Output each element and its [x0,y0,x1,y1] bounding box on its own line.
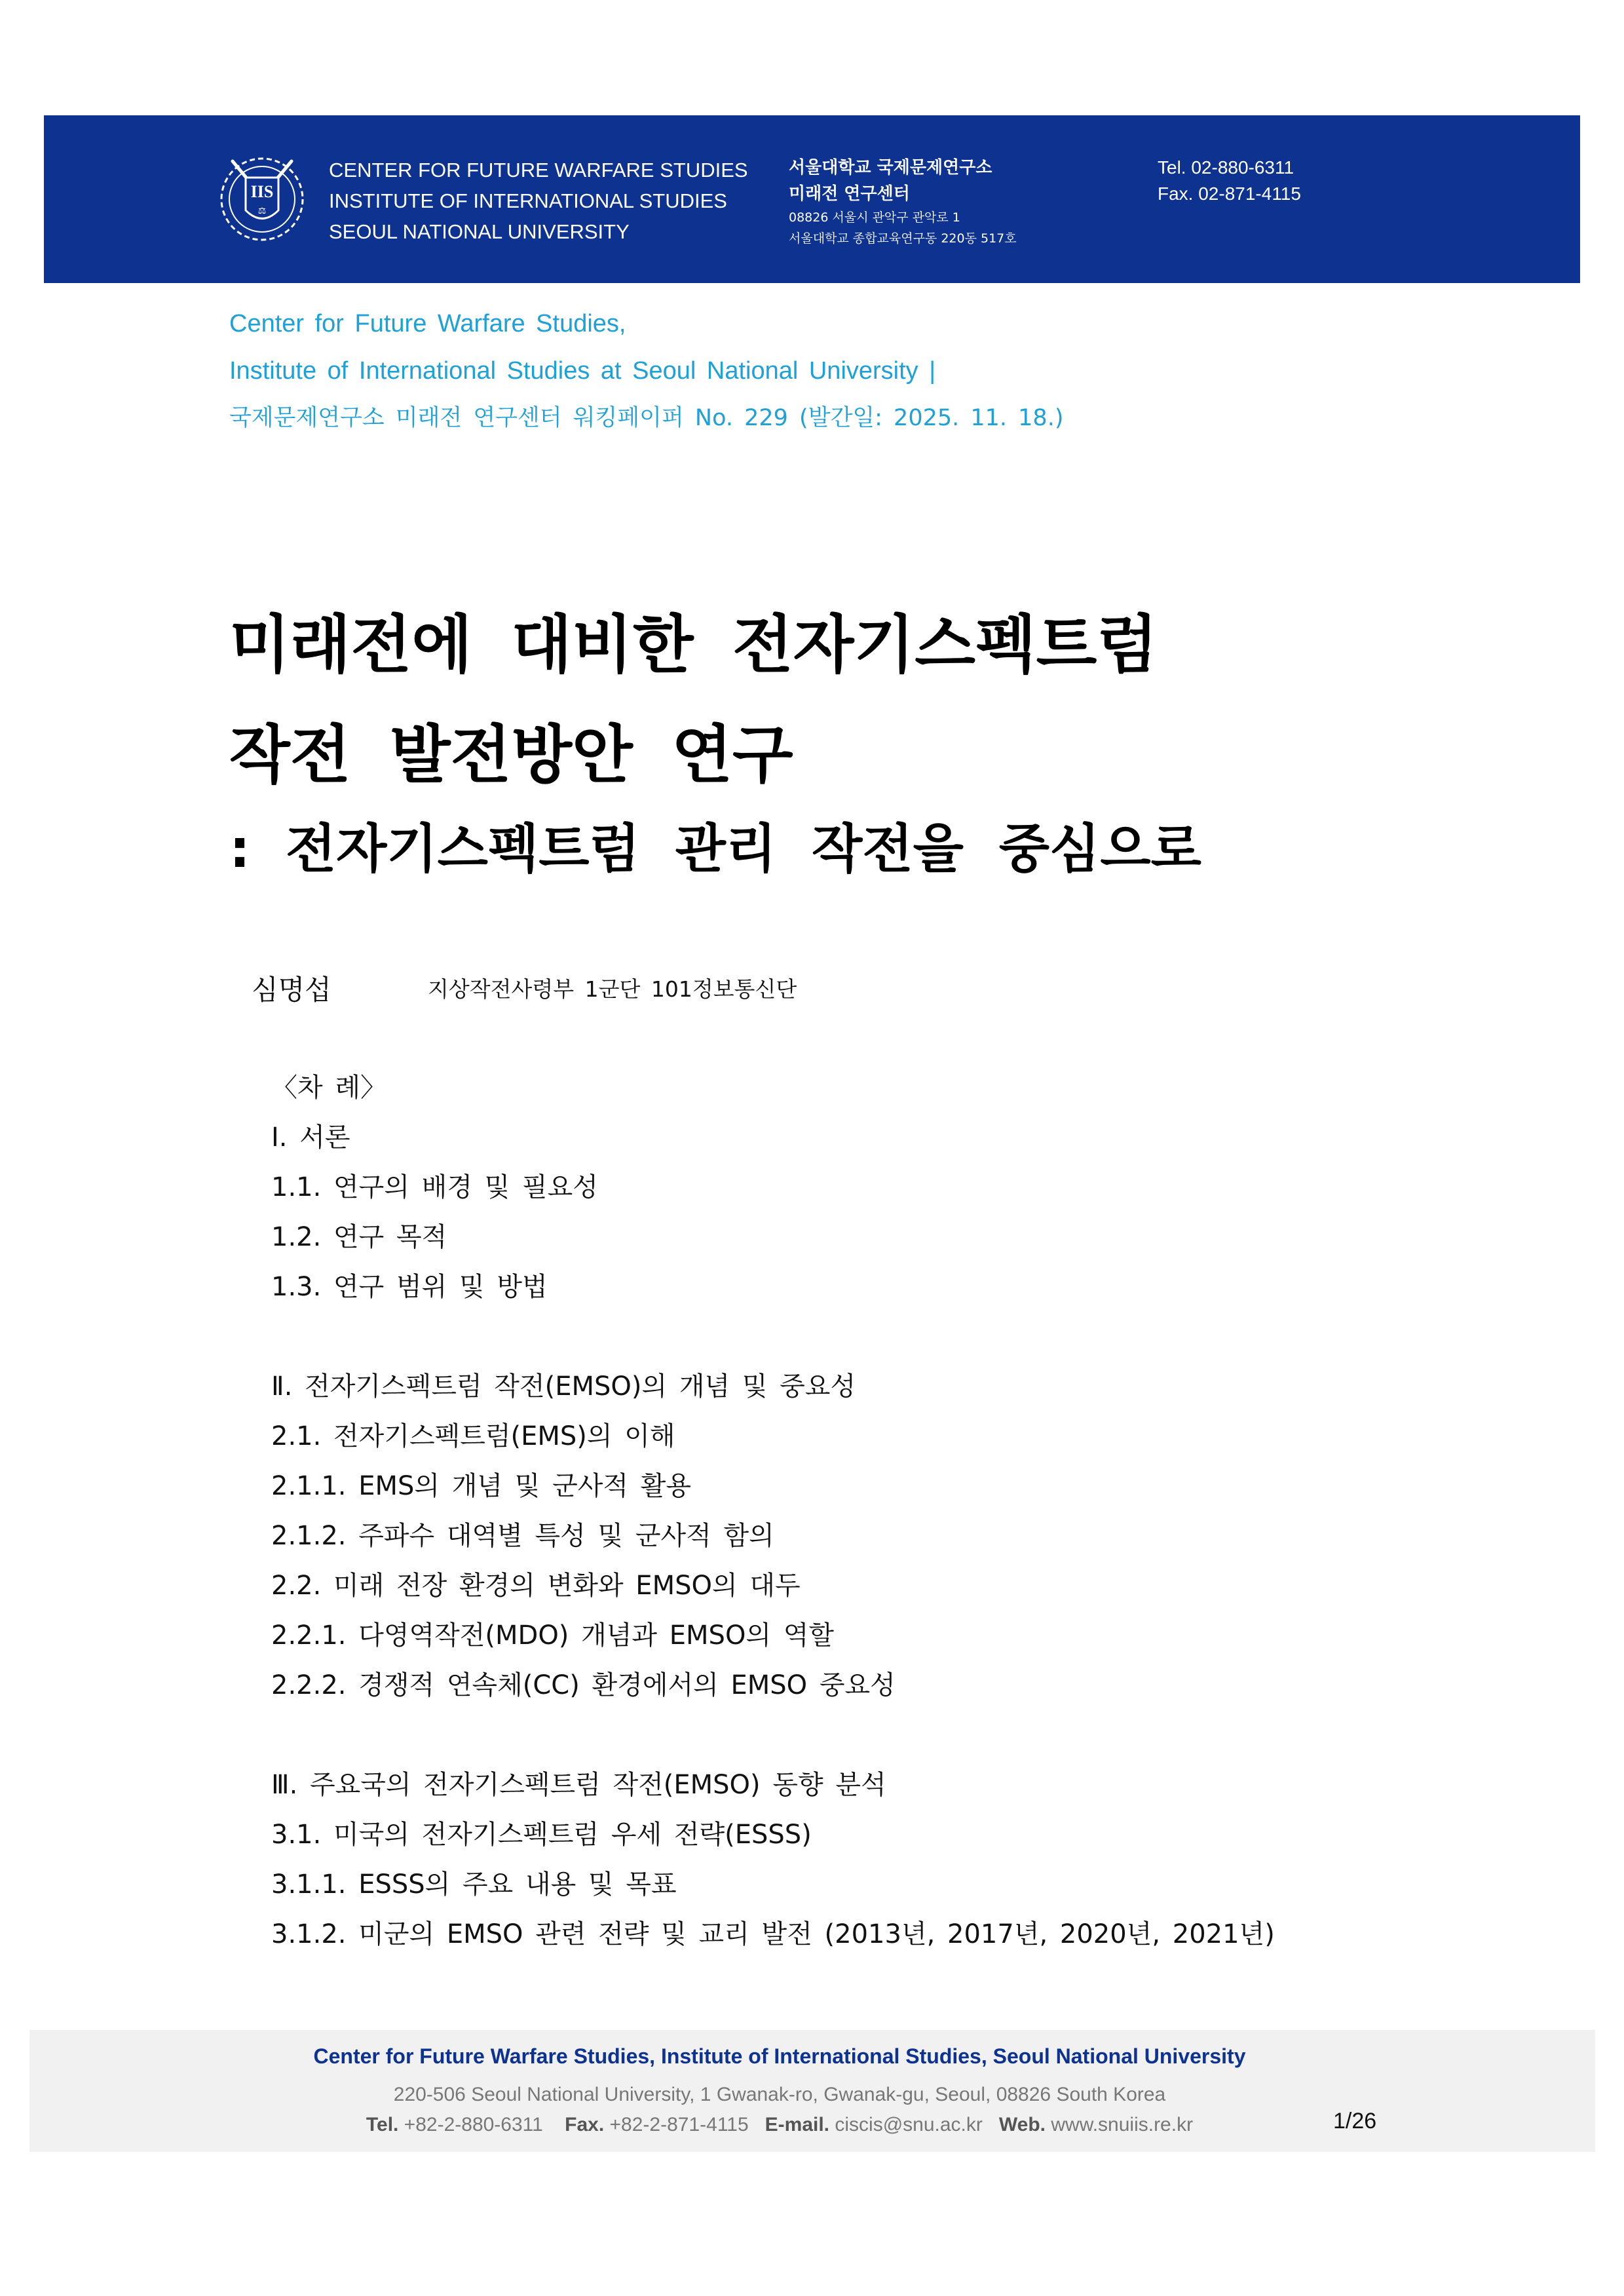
footer-web-label: Web. [998,2114,1046,2135]
footer-email-link[interactable]: ciscis@snu.ac.kr [835,2114,983,2135]
footer-title: Center for Future Warfare Studies, Institute of International Studies, Seoul National University [313,2044,1246,2068]
toc-item: 3.1. 미국의 전자기스펙트럼 우세 전략(ESSS) [271,1820,812,1850]
toc-item: 2.2. 미래 전장 환경의 변화와 EMSO의 대두 [271,1571,801,1601]
title-line-1: 미래전에 대비한 전자기스펙트럼 [229,608,1158,681]
banner-en-line: INSTITUTE OF INTERNATIONAL STUDIES [329,189,727,212]
series-line-1: Center for Future Warfare Studies, [229,310,626,337]
footer-web-link[interactable]: www.snuiis.re.kr [1051,2114,1194,2135]
paper-series-info [229,300,1063,442]
toc-item: Ⅱ. 전자기스펙트럼 작전(EMSO)의 개념 및 중요성 [271,1371,856,1402]
banner-en-line: SEOUL NATIONAL UNIVERSITY [329,220,630,243]
title-subtitle: : 전자기스펙트럼 관리 작전을 중심으로 [229,818,1201,879]
page-footer [29,2030,1595,2152]
footer-tel: +82-2-880-6311 [404,2114,543,2135]
toc-item: 1.1. 연구의 배경 및 필요성 [271,1172,598,1202]
snu-iis-seal-logo [213,148,311,246]
banner-en-line: CENTER FOR FUTURE WARFARE STUDIES [329,159,748,182]
series-line-2: Institute of International Studies at Seoul National University | [229,357,936,385]
banner-ko-center: 미래전 연구센터 [789,184,910,204]
toc-item: 2.2.1. 다영역작전(MDO) 개념과 EMSO의 역할 [271,1620,835,1651]
toc-gap [271,1312,1275,1362]
author-name: 심명섭 [252,974,331,1006]
footer-contact [29,2114,1530,2136]
paper-title [229,590,1201,889]
banner-korean-info [789,155,1017,249]
page-number: 1/26 [1333,2109,1377,2133]
banner-ko-address-1: 08826 서울시 관악구 관악로 1 [789,210,960,225]
toc-item: 2.1.1. EMS의 개념 및 군사적 활용 [271,1471,692,1501]
toc-item: 3.1.1. ESSS의 주요 내용 및 목표 [271,1869,677,1900]
banner-fax: Fax. 02-871-4115 [1158,183,1301,204]
table-of-contents [271,1063,1275,1959]
footer-fax: +82-2-871-4115 [609,2114,749,2135]
banner-english-name [329,155,748,247]
author-affiliation: 지상작전사령부 1군단 101정보통신단 [428,976,797,1002]
toc-item: 1.2. 연구 목적 [271,1222,447,1252]
toc-item: Ⅲ. 주요국의 전자기스펙트럼 작전(EMSO) 동향 분석 [271,1770,886,1800]
title-line-2: 작전 발전방안 연구 [229,718,793,792]
toc-item: 3.1.2. 미군의 EMSO 관련 전략 및 교리 발전 (2013년, 2017년, 2020년, 2021년) [271,1919,1275,1949]
header-banner [44,115,1580,283]
toc-gap [271,1710,1275,1760]
toc-item: Ⅰ. 서론 [271,1122,350,1153]
banner-contact [1158,155,1301,207]
svg-text:⚖: ⚖ [257,206,267,216]
toc-item: 2.1.2. 주파수 대역별 특성 및 군사적 함의 [271,1521,774,1551]
toc-heading: 〈차 례〉 [271,1073,387,1103]
footer-fax-label: Fax. [565,2114,605,2135]
footer-email-label: E-mail. [765,2114,830,2135]
toc-item: 1.3. 연구 범위 및 방법 [271,1272,548,1302]
banner-tel: Tel. 02-880-6311 [1158,157,1294,178]
svg-text:IIS: IIS [250,182,274,201]
series-line-3: 국제문제연구소 미래전 연구센터 워킹페이퍼 No. 229 (발간일: 2025. 11. 18.) [229,405,1064,431]
banner-ko-address-2: 서울대학교 종합교육연구동 220동 517호 [789,231,1017,246]
toc-item: 2.1. 전자기스펙트럼(EMS)의 이해 [271,1421,675,1451]
banner-ko-institute: 서울대학교 국제문제연구소 [789,158,992,178]
toc-item: 2.2.2. 경쟁적 연속체(CC) 환경에서의 EMSO 중요성 [271,1670,896,1700]
footer-tel-label: Tel. [366,2114,399,2135]
footer-address: 220-506 Seoul National University, 1 Gwanak-ro, Gwanak-gu, Seoul, 08826 South Korea [393,2084,1166,2105]
